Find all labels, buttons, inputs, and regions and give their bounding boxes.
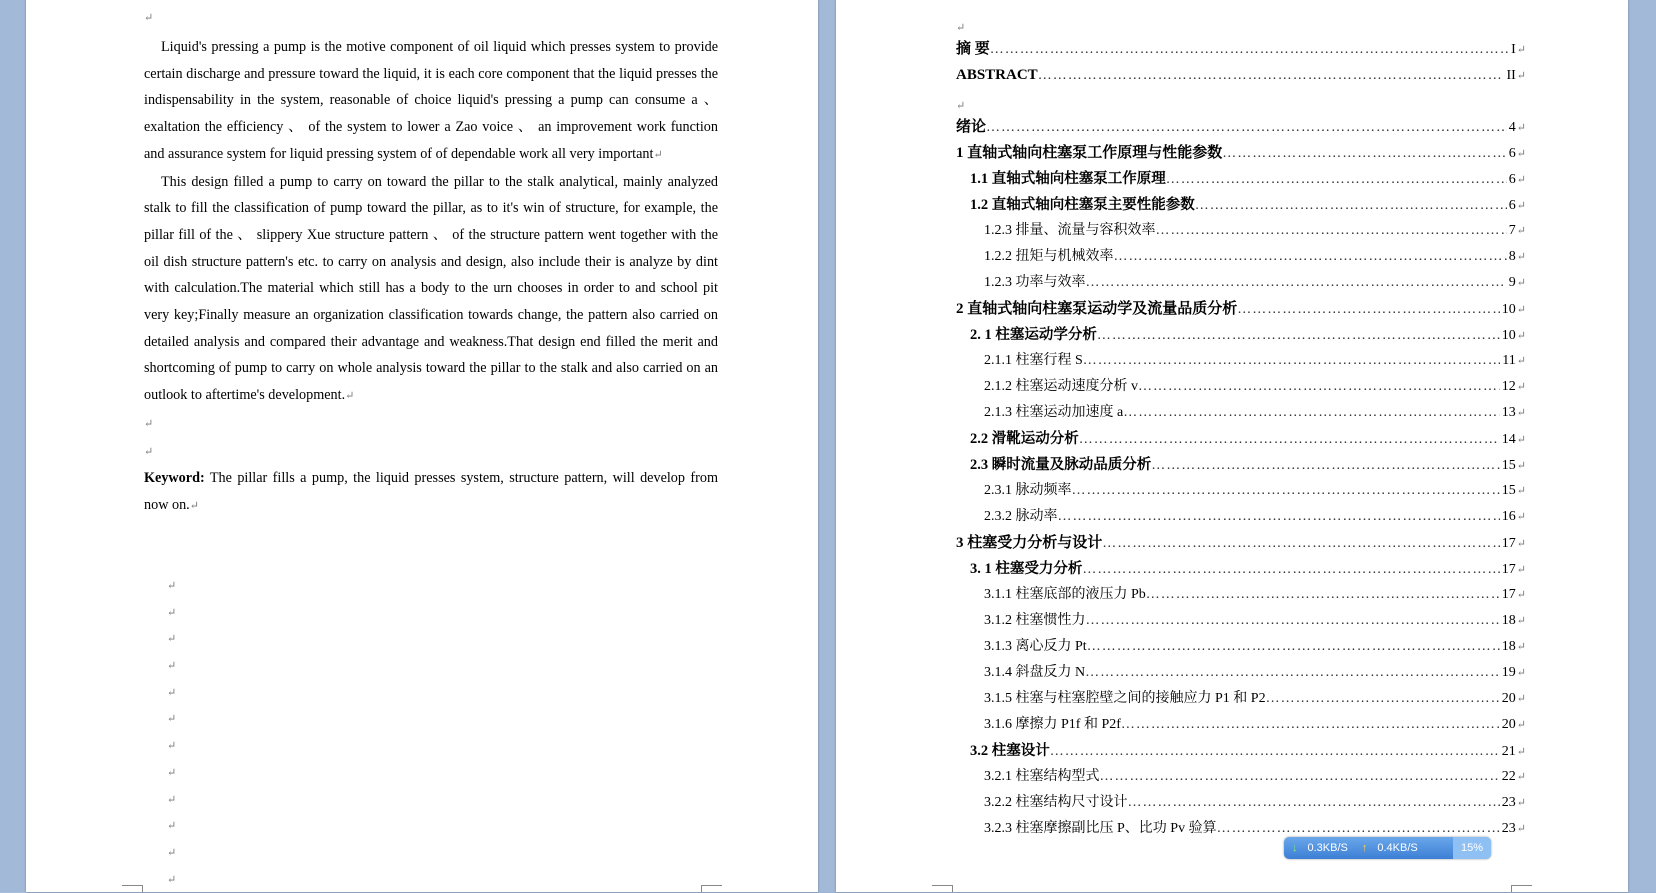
toc-entry-page: 8	[1508, 249, 1516, 264]
paragraph-mark: ↵	[1516, 330, 1526, 342]
toc-entry[interactable]	[956, 247, 1526, 267]
toc-entry[interactable]	[956, 169, 1526, 189]
upload-speed: 0.4KB/S	[1377, 842, 1418, 854]
empty-paragraph: ↵	[144, 445, 154, 458]
keyword-label: Keyword:	[144, 470, 205, 487]
toc-entry[interactable]	[956, 715, 1526, 735]
toc-entry-page: 15	[1501, 458, 1516, 473]
paragraph-mark: ↵	[1516, 485, 1526, 497]
toc-entry-title: 2.1.1 柱塞行程 S	[984, 353, 1083, 368]
toc-leader-dots	[1138, 377, 1500, 397]
toc-entry[interactable]	[956, 741, 1526, 761]
toc-entry[interactable]	[956, 663, 1526, 683]
toc-leader-dots	[1086, 273, 1507, 293]
toc-leader-dots	[1114, 247, 1507, 267]
toc-entry-title: 1 直轴式轴向柱塞泵工作原理与性能参数	[956, 145, 1223, 161]
toc-leader-dots	[1083, 351, 1501, 371]
empty-paragraph: ↵	[167, 820, 177, 833]
empty-paragraph: ↵	[167, 686, 177, 699]
toc-entry[interactable]	[956, 325, 1526, 345]
empty-paragraph: ↵	[167, 740, 177, 753]
paragraph-mark: ↵	[1516, 200, 1526, 212]
toc-entry-title: 1.2.3 排量、流量与容积效率	[984, 223, 1156, 238]
toc-entry-title: 3. 1 柱塞受力分析	[970, 561, 1083, 577]
toc-leader-dots	[1050, 742, 1500, 761]
toc-entry-page: 6	[1508, 172, 1516, 187]
paragraph-mark: ↵	[1516, 797, 1526, 809]
toc-entry[interactable]	[956, 65, 1526, 85]
toc-entry[interactable]	[956, 585, 1526, 605]
toc-leader-dots	[1087, 637, 1500, 657]
toc-entry[interactable]	[956, 377, 1526, 397]
paragraph-mark: ↵	[1516, 719, 1526, 731]
paragraph-mark: ↵	[956, 22, 966, 34]
network-speed-widget[interactable]	[1284, 837, 1491, 859]
paragraph-mark: ↵	[1516, 407, 1526, 419]
toc-leader-dots	[1038, 66, 1505, 85]
toc-leader-dots	[1082, 560, 1499, 579]
empty-paragraph: ↵	[167, 873, 177, 886]
paragraph-mark: ↵	[1516, 174, 1526, 186]
toc-entry-page: 15	[1501, 483, 1516, 498]
toc-entry-page: 23	[1501, 795, 1516, 810]
toc-leader-dots	[1097, 326, 1500, 345]
toc-entry-title: 3 柱塞受力分析与设计	[956, 535, 1103, 551]
toc-entry-title: 3.1.4 斜盘反力 N	[984, 665, 1086, 680]
toc-entry-page: 6	[1508, 146, 1516, 161]
empty-paragraph: ↵	[167, 713, 177, 726]
toc-entry-page: 20	[1501, 717, 1516, 732]
toc-leader-dots	[1156, 221, 1507, 241]
empty-paragraph: ↵	[167, 660, 177, 673]
toc-leader-dots	[990, 40, 1509, 59]
toc-leader-dots	[1195, 196, 1507, 215]
toc-entry-page: 23	[1501, 821, 1516, 836]
toc-entry-title: 3.1.6 摩擦力 P1f 和 P2f	[984, 717, 1121, 732]
toc-entry-page: 14	[1501, 432, 1516, 447]
toc-entry-page: 16	[1501, 509, 1516, 524]
toc-entry[interactable]	[956, 637, 1526, 657]
toc-entry[interactable]	[956, 455, 1526, 475]
paragraph-mark: ↵	[1516, 122, 1526, 134]
empty-paragraph: ↵	[167, 580, 177, 592]
empty-paragraph: ↵	[167, 633, 177, 646]
toc-entry[interactable]	[956, 403, 1526, 423]
toc-entry-title: 2. 1 柱塞运动学分析	[970, 327, 1097, 343]
paragraph-mark: ↵	[1516, 693, 1526, 705]
paragraph-mark: ↵	[1516, 460, 1526, 472]
toc-leader-dots	[1151, 456, 1500, 475]
toc-leader-dots	[1086, 611, 1500, 631]
toc-entry-title: 2.3.2 脉动率	[984, 509, 1058, 524]
toc-entry[interactable]	[956, 819, 1526, 839]
toc-entry-page: 4	[1508, 120, 1516, 135]
toc-entry-page: 17	[1501, 536, 1516, 551]
toc-leader-dots	[1102, 534, 1500, 553]
toc-entry[interactable]	[956, 273, 1526, 293]
toc-leader-dots	[1166, 170, 1507, 189]
paragraph-mark: ↵	[1516, 615, 1526, 627]
toc-leader-dots	[1123, 403, 1500, 423]
toc-entry[interactable]	[956, 689, 1526, 709]
toc-entry-page: 10	[1501, 302, 1516, 317]
toc-leader-dots	[1128, 793, 1500, 813]
paragraph-mark: ↵	[1516, 381, 1526, 393]
document-page-right[interactable]	[836, 0, 1628, 892]
toc-entry[interactable]	[956, 351, 1526, 371]
toc-entry[interactable]	[956, 533, 1526, 553]
toc-entry-title: 3.2.1 柱塞结构型式	[984, 769, 1100, 784]
toc-entry-page: 17	[1501, 562, 1516, 577]
toc-entry-title: 1.2 直轴式轴向柱塞泵主要性能参数	[970, 197, 1195, 213]
toc-leader-dots	[1072, 481, 1500, 501]
toc-entry-page: 17	[1501, 587, 1516, 602]
empty-paragraph: ↵	[167, 793, 177, 806]
paragraph-mark: ↵	[1516, 225, 1526, 237]
toc-entry[interactable]	[956, 793, 1526, 813]
keyword-text: The pillar fills a pump, the liquid presses system, structure pattern, will develop from now on.	[144, 470, 718, 513]
paragraph-mark: ↵	[1516, 538, 1526, 550]
toc-entry[interactable]	[956, 299, 1526, 319]
toc-entry[interactable]	[956, 429, 1526, 449]
paragraph-mark: ↵	[1516, 355, 1526, 367]
empty-paragraph-marks	[167, 572, 176, 892]
paragraph-mark: ↵	[1516, 44, 1526, 56]
toc-entry-page: 20	[1501, 691, 1516, 706]
abstract-english[interactable]	[144, 34, 718, 520]
toc-entry-title: 3.2.3 柱塞摩擦副比压 P、比功 Pv 验算	[984, 821, 1217, 836]
toc-entry-title: 摘 要	[956, 41, 990, 57]
toc-entry-page: 9	[1508, 275, 1516, 290]
toc-leader-dots	[1237, 300, 1500, 319]
toc-entry-page: 18	[1501, 639, 1516, 654]
toc-entry[interactable]	[956, 143, 1526, 163]
toc-entry[interactable]	[956, 481, 1526, 501]
toc-entry-page: I	[1511, 42, 1516, 57]
toc-entry-page: 6	[1508, 198, 1516, 213]
page-corner-mark	[932, 885, 953, 892]
toc-entry-page: 19	[1501, 665, 1516, 680]
abstract-paragraph-2: This design filled a pump to carry on toward the pillar to the stalk analytical, mainly analyzed stalk to fill the classification of pump toward the pillar, as to it's win of structure, for example, the pillar fill of the 、 slippery Xue structure pattern 、 of the structure pattern went together with the oil dish structure pattern's etc. to carry on analysis and design, also include their is analyze by dint with calculation.The material which still has a body to the urn chooses in order to and school pit very key;Finally measure an organization classification towards change, the pattern also carried on detailed analysis and compared their advantage and weakness.That design end filled the merit and shortcoming of pump to carry on whole analysis toward the pillar to the stalk and also carried on an outlook to aftertime's development.↵	[144, 173, 718, 404]
toc-entry-title: 3.2 柱塞设计	[970, 743, 1050, 759]
toc-entry-page: 7	[1508, 223, 1516, 238]
paragraph-mark: ↵	[1516, 434, 1526, 446]
page-corner-mark	[122, 885, 143, 892]
toc-entry[interactable]	[956, 611, 1526, 631]
toc-entry-title: 2.2 滑靴运动分析	[970, 431, 1079, 447]
page-corner-mark	[1511, 885, 1532, 892]
toc-entry-title: 3.1.3 离心反力 Pt	[984, 639, 1087, 654]
toc-leader-dots	[1146, 585, 1500, 605]
paragraph-mark: ↵	[956, 100, 966, 112]
toc-entry-page: 22	[1501, 769, 1516, 784]
paragraph-mark: ↵	[1516, 148, 1526, 160]
toc-leader-dots	[1121, 715, 1500, 735]
empty-paragraph: ↵	[167, 606, 177, 619]
usage-percent: 15%	[1453, 837, 1491, 859]
paragraph-mark: ↵	[1516, 746, 1526, 758]
toc-entry-title: 2.1.3 柱塞运动加速度 a	[984, 405, 1124, 420]
toc-entry-title: 1.2.2 扭矩与机械效率	[984, 249, 1114, 264]
toc-entry-page: 12	[1501, 379, 1516, 394]
paragraph-mark: ↵	[1516, 589, 1526, 601]
toc-leader-dots	[1266, 689, 1500, 709]
toc-leader-dots	[1058, 507, 1500, 527]
toc-entry-page: 21	[1501, 744, 1516, 759]
paragraph-mark: ↵	[1516, 564, 1526, 576]
paragraph-mark: ↵	[1516, 277, 1526, 289]
empty-paragraph: ↵	[167, 846, 177, 859]
toc-entry-page: 13	[1501, 405, 1516, 420]
document-page-left[interactable]	[26, 0, 818, 892]
empty-paragraph: ↵	[167, 766, 177, 779]
upload-arrow-icon: ↑	[1361, 842, 1368, 854]
paragraph-mark: ↵	[1516, 667, 1526, 679]
toc-entry-title: 绪论	[956, 119, 987, 135]
toc-entry-page: 18	[1501, 613, 1516, 628]
paragraph-mark: ↵	[144, 12, 154, 24]
toc-entry-title: 3.2.2 柱塞结构尺寸设计	[984, 795, 1128, 810]
toc-entry-title: 2.3.1 脉动频率	[984, 483, 1072, 498]
toc-entry-title: 3.1.1 柱塞底部的液压力 Pb	[984, 587, 1146, 602]
toc-entry-title: 2.3 瞬时流量及脉动品质分析	[970, 457, 1152, 473]
abstract-paragraph-1: Liquid's pressing a pump is the motive component of oil liquid which presses system to provide certain discharge and pressure toward the liquid, it is each core component that the liquid presses the indispensability in the system, reasonable of choice liquid's pressing a pump can consume a 、 exaltation the efficiency 、 of the system to lower a Zao voice 、 an improvement work function and assurance system for liquid pressing system of of dependable work all very important↵	[144, 39, 718, 162]
toc-entry-page: 11	[1502, 353, 1516, 368]
toc-leader-dots	[986, 118, 1507, 137]
toc-leader-dots	[1222, 144, 1507, 163]
download-arrow-icon: ↓	[1292, 842, 1298, 854]
toc-entry-title: 2.1.2 柱塞运动速度分析 v	[984, 379, 1138, 394]
toc-entry[interactable]	[956, 507, 1526, 527]
paragraph-mark: ↵	[1516, 511, 1526, 523]
download-speed: 0.3KB/S	[1307, 842, 1348, 854]
toc-entry-title: 2 直轴式轴向柱塞泵运动学及流量品质分析	[956, 301, 1238, 317]
toc-entry-title: 3.1.2 柱塞惯性力	[984, 613, 1086, 628]
paragraph-mark: ↵	[1516, 823, 1526, 835]
toc-entry[interactable]	[956, 559, 1526, 579]
empty-paragraph: ↵	[144, 417, 154, 430]
keyword-paragraph: Keyword: The pillar fills a pump, the liquid presses system, structure pattern, will develop from now on.↵	[144, 470, 718, 513]
toc-entry[interactable]	[956, 767, 1526, 787]
paragraph-mark: ↵	[1516, 771, 1526, 783]
toc-entry-title: 3.1.5 柱塞与柱塞腔壁之间的接触应力 P1 和 P2	[984, 691, 1266, 706]
paragraph-mark: ↵	[1516, 70, 1526, 82]
page-corner-mark	[701, 885, 722, 892]
toc-entry[interactable]	[956, 117, 1526, 137]
toc-leader-dots	[1217, 819, 1500, 839]
toc-entry-title: 1.1 直轴式轴向柱塞泵工作原理	[970, 171, 1166, 187]
toc-entry-page: II	[1506, 68, 1516, 83]
paragraph-mark: ↵	[1516, 641, 1526, 653]
toc-entry[interactable]	[956, 39, 1526, 59]
paragraph-mark: ↵	[1516, 304, 1526, 316]
paragraph-mark: ↵	[1516, 251, 1526, 263]
toc-entry-title: 1.2.3 功率与效率	[984, 275, 1086, 290]
toc-leader-dots	[1079, 430, 1500, 449]
toc-leader-dots	[1100, 767, 1500, 787]
toc-entry-title: ABSTRACT	[956, 67, 1038, 83]
toc-entry[interactable]	[956, 195, 1526, 215]
toc-leader-dots	[1085, 663, 1500, 683]
toc-entry-page: 10	[1501, 328, 1516, 343]
toc-entry[interactable]	[956, 221, 1526, 241]
